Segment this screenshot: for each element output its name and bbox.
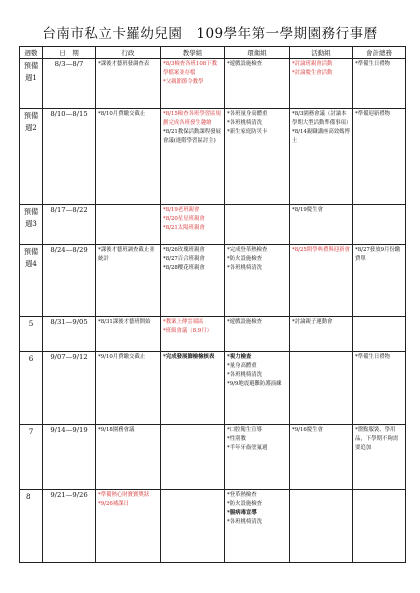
week-number: 5 <box>20 317 43 352</box>
header-week: 週數 <box>20 47 43 59</box>
calendar-entry: *8/26玫瑰班親會 <box>163 247 205 253</box>
header-accounting: 會計總務 <box>353 47 406 59</box>
week-date-range: 9/14—9/19 <box>43 425 96 490</box>
activity-cell <box>290 245 353 317</box>
week-date-range: 8/31—9/05 <box>43 317 96 352</box>
calendar-entry: *登革熱檢查 <box>227 492 257 498</box>
calendar-entry: *各班桃椅清洗 <box>227 265 263 271</box>
calendar-entry: *遊戲設施檢查 <box>227 319 263 325</box>
activity-cell <box>290 205 353 245</box>
week-date-range: 8/3—8/7 <box>43 59 96 109</box>
admin-cell <box>96 490 161 563</box>
accounting-cell <box>353 425 406 490</box>
calendar-entry: *8/25開學典禮與迎新會 <box>292 247 350 253</box>
calendar-entry: *新生家庭防災卡 <box>227 129 268 135</box>
admin-cell <box>96 59 161 109</box>
calendar-entry: *準備生日禮物 <box>355 61 391 67</box>
environment-cell <box>225 205 290 245</box>
activity-cell <box>290 490 353 563</box>
page-title: 台南市私立卡羅幼兒園 109學年第一學期園務行事曆 <box>42 26 378 42</box>
calendar-entry: *討論親子運動會 <box>292 319 333 325</box>
calendar-entry: *準備迎新禮物 <box>355 111 391 117</box>
activity-cell <box>290 352 353 425</box>
teaching-cell <box>161 317 225 352</box>
calendar-entry: *8/20星星班親會 <box>163 216 205 222</box>
calendar-entry: *8/14親職講座高效媽博士 <box>292 129 350 144</box>
admin-cell <box>96 425 161 490</box>
environment-cell <box>225 109 290 205</box>
calendar-entry: *9/26補課日 <box>98 501 129 507</box>
week-date-range: 9/21—9/26 <box>43 490 96 563</box>
calendar-entry: *完成登革熱檢查 <box>227 247 268 253</box>
environment-cell <box>225 490 290 563</box>
calendar-entry: *半年牙齒塗氟週 <box>227 445 268 451</box>
calendar-entry: *8/28櫻花班親會 <box>163 265 205 271</box>
environment-cell <box>225 425 290 490</box>
week-number: 6 <box>20 352 43 425</box>
week-number: 預備週4 <box>20 245 43 317</box>
calendar-entry: *防火設施檢查 <box>227 256 263 262</box>
teaching-cell <box>161 205 225 245</box>
week-row <box>20 109 406 205</box>
week-row <box>20 205 406 245</box>
calendar-entry: *8/27發放9月份繳費單 <box>355 247 401 262</box>
week-row <box>20 317 406 352</box>
accounting-cell <box>353 109 406 205</box>
calendar-entry: *各班量身高體重 <box>227 111 268 117</box>
week-number: 8 <box>20 490 43 563</box>
calendar-entry: *9/18園務會議 <box>98 427 135 433</box>
calendar-entry: *教案上傳雲端區 <box>163 319 204 325</box>
calendar-entry: *8/31課後才藝班開始 <box>98 319 151 325</box>
teaching-cell <box>161 352 225 425</box>
week-number: 預備週3 <box>20 205 43 245</box>
calendar-entry: *口腔衛生宣導 <box>227 427 263 433</box>
week-date-range: 9/07—9/12 <box>43 352 96 425</box>
header-environment: 環衛組 <box>225 47 290 59</box>
header-date: 日 期 <box>43 47 96 59</box>
calendar-entry: *準備熱心財寶寶獎狀 <box>98 492 150 498</box>
calendar-entry: *8/21教保活動課程發展會議(進階學習區討主) <box>163 129 221 144</box>
environment-cell <box>225 317 290 352</box>
calendar-entry: *討論慶生會活動 <box>292 70 333 76</box>
admin-cell <box>96 205 161 245</box>
calendar-entry: *視力檢查 <box>227 354 252 360</box>
calendar-entry: *準備生日禮物 <box>355 354 391 360</box>
calendar-entry: *8/21太陽班親會 <box>163 225 205 231</box>
header-activity: 活動組 <box>290 47 353 59</box>
calendar-entry: *性別教 <box>227 436 246 442</box>
calendar-entry: *8/3園務會議（討論本學期大型活動準備事項） <box>292 111 352 126</box>
teaching-cell <box>161 490 225 563</box>
calendar-entry: *課後才藝班調查截止並統計 <box>98 247 155 262</box>
header-teaching: 教學組 <box>161 47 225 59</box>
week-row <box>20 352 406 425</box>
calendar-entry: *9/9地震避難防護演練 <box>227 381 282 387</box>
admin-cell <box>96 245 161 317</box>
calendar-entry: *8/10月費繳交截止 <box>98 111 146 117</box>
calendar-entry: *9/10月費繳交截止 <box>98 354 146 360</box>
calendar-entry: *量身高體重 <box>227 363 257 369</box>
calendar-entry: *各班桃椅清洗 <box>227 372 263 378</box>
environment-cell <box>225 245 290 317</box>
week-row <box>20 490 406 563</box>
calendar-entry: *8/27百合班親會 <box>163 256 205 262</box>
week-row <box>20 245 406 317</box>
calendar-entry: *班級會議（8.9月） <box>163 328 213 334</box>
calendar-entry: *防火設施檢查 <box>227 501 263 507</box>
header-row <box>20 47 406 59</box>
calendar-entry: *父親節節令教學 <box>163 79 204 85</box>
calendar-entry: *腸病毒宣導 <box>227 510 257 516</box>
calendar-entry: *遊戲設施檢查 <box>227 61 263 67</box>
week-date-range: 8/17—8/22 <box>43 205 96 245</box>
activity-cell <box>290 317 353 352</box>
calendar-entry: *8/19慶生會 <box>292 207 323 213</box>
week-row <box>20 59 406 109</box>
calendar-entry: *盤點服裝、學用品，下學期不夠需要追加 <box>355 427 399 451</box>
week-date-range: 8/24—8/29 <box>43 245 96 317</box>
activity-cell <box>290 109 353 205</box>
accounting-cell <box>353 317 406 352</box>
activity-cell <box>290 59 353 109</box>
calendar-entry: *8/19老班親會 <box>163 207 200 213</box>
teaching-cell <box>161 425 225 490</box>
calendar-table <box>19 46 406 563</box>
teaching-cell <box>161 109 225 205</box>
calendar-entry: *各班桃椅清洗 <box>227 519 263 525</box>
calendar-entry: *各班桃椅清洗 <box>227 120 263 126</box>
calendar-entry: *完成發展篩檢檢核表 <box>163 354 215 360</box>
week-date-range: 8/10—8/15 <box>43 109 96 205</box>
teaching-cell <box>161 59 225 109</box>
week-number: 預備週1 <box>20 59 43 109</box>
activity-cell <box>290 425 353 490</box>
calendar-entry: *8/3檢查各班108下教學檔案並存檔 <box>163 61 218 76</box>
accounting-cell <box>353 59 406 109</box>
week-row <box>20 425 406 490</box>
calendar-entry: *9/16慶生會 <box>292 427 323 433</box>
accounting-cell <box>353 205 406 245</box>
admin-cell <box>96 109 161 205</box>
admin-cell <box>96 352 161 425</box>
calendar-entry: *討論班親會活動 <box>292 61 333 67</box>
header-admin: 行政 <box>96 47 161 59</box>
admin-cell <box>96 317 161 352</box>
week-number: 7 <box>20 425 43 490</box>
environment-cell <box>225 59 290 109</box>
week-number: 預備週2 <box>20 109 43 205</box>
calendar-entry: *8/15檢查各班學習區規劃完成各班發生趣繪 <box>163 111 221 126</box>
accounting-cell <box>353 490 406 563</box>
calendar-entry: *課後才藝班發調查表 <box>98 61 150 67</box>
teaching-cell <box>161 245 225 317</box>
accounting-cell <box>353 245 406 317</box>
accounting-cell <box>353 352 406 425</box>
environment-cell <box>225 352 290 425</box>
